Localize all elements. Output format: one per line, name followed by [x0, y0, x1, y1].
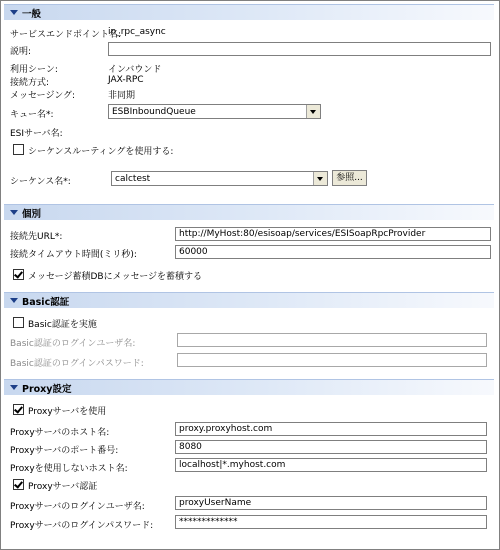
- timeout-field[interactable]: 60000: [175, 245, 491, 259]
- proxy-host-label: Proxyサーバのホスト名:: [10, 428, 110, 438]
- sequence-routing-checkbox[interactable]: [13, 144, 24, 155]
- connection-method-value: JAX-RPC: [108, 75, 144, 85]
- messaging-label: メッセージング:: [10, 91, 76, 101]
- basic-login-password-field[interactable]: [177, 353, 487, 367]
- section-header-basic-auth[interactable]: [4, 292, 494, 308]
- description-label: 説明:: [10, 47, 32, 57]
- browse-button[interactable]: 参照...: [332, 170, 367, 186]
- queue-name-select[interactable]: [108, 104, 321, 119]
- service-endpoint-label: サービスエンドポイント名:: [10, 30, 122, 40]
- basic-login-password-label: Basic認証のログインパスワード:: [10, 359, 144, 369]
- proxy-port-field[interactable]: 8080: [175, 440, 487, 454]
- no-proxy-host-label: Proxyを使用しないホスト名:: [10, 464, 128, 474]
- section-header-proxy[interactable]: [4, 379, 494, 395]
- proxy-auth-label: Proxyサーバ認証: [28, 482, 98, 492]
- proxy-login-password-label: Proxyサーバのログインパスワード:: [10, 521, 154, 531]
- basic-login-user-label: Basic認証のログインユーザ名:: [10, 339, 136, 349]
- proxy-login-user-label: Proxyサーバのログインユーザ名:: [10, 502, 145, 512]
- no-proxy-host-field[interactable]: localhost|*.myhost.com: [175, 458, 487, 472]
- usage-scene-value: インバウンド: [108, 65, 162, 75]
- section-title-basic-auth: Basic認証: [22, 297, 70, 308]
- proxy-login-password-field[interactable]: *************: [175, 515, 487, 529]
- description-field[interactable]: [108, 42, 491, 56]
- basic-auth-checkbox[interactable]: [13, 317, 24, 328]
- sequence-name-value: calctest: [115, 174, 151, 184]
- proxy-auth-checkbox[interactable]: [13, 479, 24, 490]
- collapse-triangle-icon[interactable]: [10, 385, 18, 390]
- sequence-routing-label: シーケンスルーティングを使用する:: [28, 147, 174, 157]
- sequence-name-select[interactable]: [111, 171, 328, 186]
- messaging-value: 非同期: [108, 91, 136, 101]
- section-title-individual: 個別: [22, 209, 42, 220]
- timeout-label: 接続タイムアウト時間(ミリ秒):: [10, 250, 137, 260]
- queue-dropdown-button[interactable]: [306, 105, 320, 118]
- proxy-port-label: Proxyサーバのポート番号:: [10, 446, 119, 456]
- esi-server-label: ESIサーバ名:: [10, 129, 63, 139]
- collapse-triangle-icon[interactable]: [10, 10, 18, 15]
- connection-method-label: 接続方式:: [10, 78, 50, 88]
- collapse-triangle-icon[interactable]: [10, 210, 18, 215]
- store-message-checkbox[interactable]: [13, 269, 24, 280]
- queue-name-label: キュー名*:: [10, 110, 54, 120]
- sequence-dropdown-button[interactable]: [313, 172, 327, 185]
- basic-login-user-field[interactable]: [177, 333, 487, 347]
- section-header-individual[interactable]: [4, 204, 494, 220]
- endpoint-url-field[interactable]: http://MyHost:80/esisoap/services/ESISoapRpcProvider: [175, 227, 491, 241]
- basic-auth-label: Basic認証を実施: [28, 320, 97, 330]
- checkmark-icon: [14, 269, 23, 278]
- proxy-host-field[interactable]: proxy.proxyhost.com: [175, 422, 487, 436]
- usage-scene-label: 利用シーン:: [10, 65, 58, 75]
- sequence-name-label: シーケンス名*:: [10, 177, 71, 187]
- chevron-down-icon: [310, 110, 316, 114]
- section-title-proxy: Proxy設定: [22, 384, 72, 395]
- checkmark-icon: [14, 404, 23, 413]
- endpoint-url-label: 接続先URL*:: [10, 232, 63, 242]
- service-endpoint-value: in_rpc_async: [108, 27, 166, 37]
- section-header-general[interactable]: [4, 4, 494, 20]
- store-message-label: メッセージ蓄積DBにメッセージを蓄積する: [28, 272, 203, 282]
- use-proxy-checkbox[interactable]: [13, 404, 24, 415]
- section-title-general: 一般: [22, 9, 42, 20]
- collapse-triangle-icon[interactable]: [10, 298, 18, 303]
- chevron-down-icon: [317, 177, 323, 181]
- use-proxy-label: Proxyサーバを使用: [28, 407, 107, 417]
- checkmark-icon: [14, 479, 23, 488]
- queue-name-value: ESBInboundQueue: [112, 107, 196, 117]
- proxy-login-user-field[interactable]: proxyUserName: [175, 496, 487, 510]
